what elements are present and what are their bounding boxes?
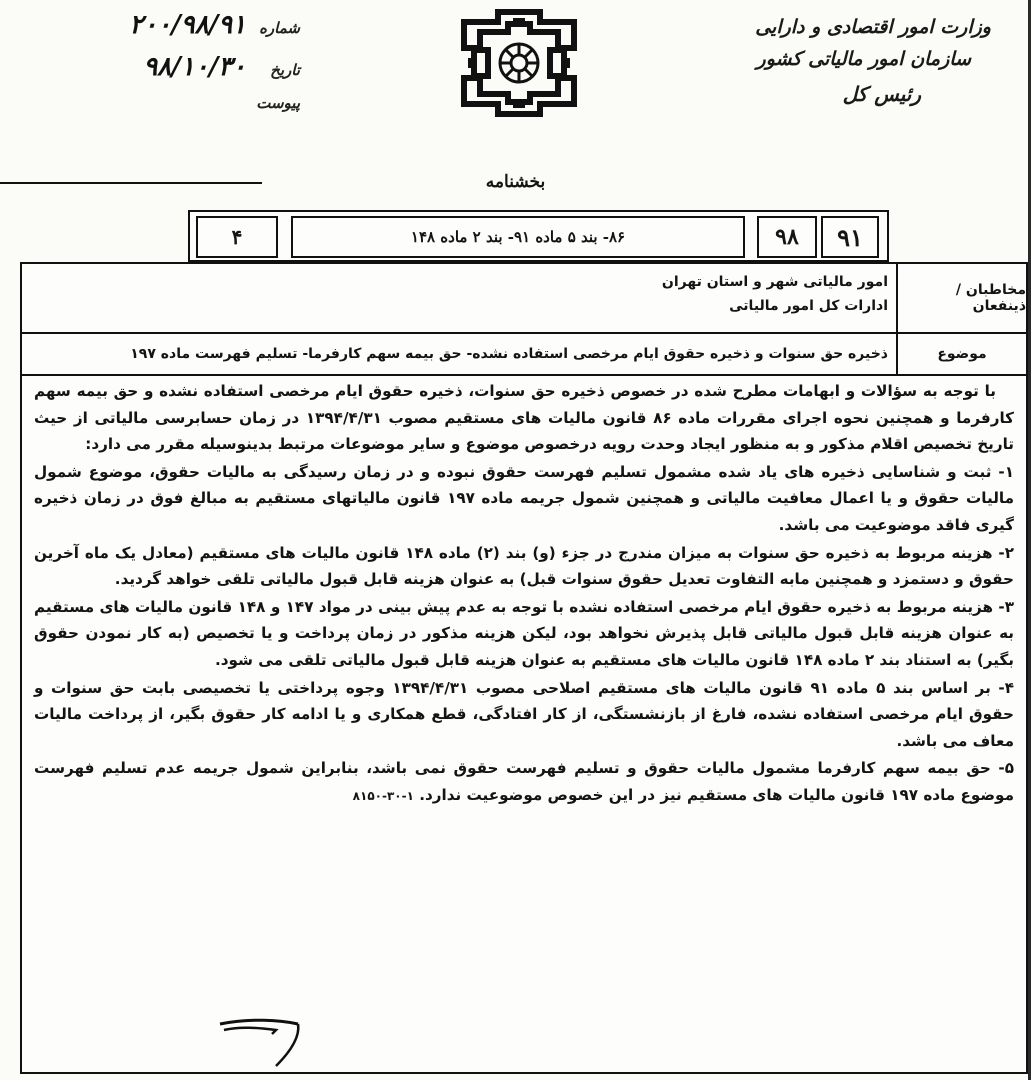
subject-value: ذخیره حق سنوات و ذخیره حقوق ایام مرخصی استفاده نشده- حق بیمه سهم کارفرما- تسلیم فهرست ماده ۱۹۷ (130, 346, 888, 362)
clause-5 (34, 755, 1014, 809)
letter-meta (40, 10, 300, 136)
organization-name: سازمان امور مالیاتی کشور (756, 48, 971, 70)
ministry-name: وزارت امور اقتصادی و دارایی (755, 16, 991, 38)
recipients-value (30, 264, 888, 332)
recipients-row (22, 264, 1026, 334)
date-value: ۹۸/۱۰/۳۰ (143, 52, 246, 82)
circular-body (34, 378, 1014, 811)
page-count: ۴ (196, 216, 278, 258)
number-row (40, 10, 300, 52)
number-label: شماره (259, 19, 300, 37)
clause-2: ۲- هزینه مربوط به ذخیره حق سنوات به میزان مندرج در جزء (و) بند (۲) ماده ۱۴۸ قانون مالیات های مستقیم (معادل یک ماه آخرین حقوق و دستمزد و همچنین مابه التفاوت تعدیل حقوق سنوات قبل) به عنوان هزینه قابل قبول مالیاتی تلقی خواهد گردید. (34, 543, 1014, 589)
recipients-label: مخاطبان / ذینفعان (896, 264, 1026, 332)
attachment-label: پیوست (256, 94, 300, 112)
recipient-line: امور مالیاتی شهر و استان تهران (661, 274, 888, 290)
circular-year: ۹۸ (757, 216, 817, 258)
date-row (40, 52, 300, 94)
clause-1: ۱- ثبت و شناسایی ذخیره های یاد شده مشمول تسلیم فهرست حقوق نبوده و در زمان رسیدگی به مالیات حقوق، موضوع شمول مالیات حقوق و یا اعمال معافیت مالیاتی و همچنین شمول جریمه ماده ۱۹۷ قانون مالیاتهای مستقیم به مبالغ فوق در زمان ذخیره گیری فاقد موضوعیت می باشد. (34, 462, 1015, 534)
number-value: ۲۰۰/۹۸/۹۱ (129, 10, 246, 40)
signature-icon (180, 1010, 340, 1070)
clause-5-text: ۵- حق بیمه سهم کارفرما مشمول مالیات حقوق و تسلیم فهرست حقوق نمی باشد، بنابراین شمول جریمه عدم تسلیم فهرست موضوع ماده ۱۹۷ قانون مالیات های مستقیم نیز در این خصوص موضوعیت ندارد. (34, 759, 1014, 804)
recipient-line: ادارات کل امور مالیاتی (729, 298, 888, 314)
date-label: تاریخ (270, 61, 300, 79)
iran-tax-administration-logo-icon (458, 8, 580, 118)
clause-4: ۴- بر اساس بند ۵ ماده ۹۱ قانون مالیات های مستقیم اصلاحی مصوب ۱۳۹۴/۴/۳۱ وجوه پرداختی یا تخصیصی بابت حق سنوات و حقوق ایام مرخصی استفاده نشده، فارغ از بازنشستگی، از کار افتادگی، قطع همکاری و یا ادامه کار حقوق بگیر، از پرداخت مالیات معاف می باشد. (34, 678, 1014, 750)
clause-3: ۳- هزینه مربوط به ذخیره حقوق ایام مرخصی استفاده نشده با توجه به عدم پیش بینی در مواد ۱۴۷ و ۱۴۸ قانون مالیات های مستقیم به عنوان هزینه قابل قبول مالیاتی قابل پذیرش نخواهد بود، لیکن هزینه مذکور در زمان پرداخت و یا تخصیص (به کار نمودن حقوق بگیر) به استناد بند ۲ ماده ۱۴۸ قانون مالیات های مستقیم به عنوان هزینه قابل قبول مالیاتی تلقی می شود. (34, 597, 1015, 669)
circular-body-table (20, 262, 1028, 1074)
ministry-header (751, 12, 991, 112)
attachment-row (40, 94, 300, 136)
subject-row (22, 334, 1026, 376)
signatory-title: رئیس کل (842, 82, 921, 106)
document-title: بخشنامه (485, 172, 546, 192)
reference-bar (188, 210, 889, 262)
circular-number: ۹۱ (821, 216, 879, 258)
legal-articles: ۸۶- بند ۵ ماده ۹۱- بند ۲ ماده ۱۴۸ (291, 216, 745, 258)
intro-paragraph: با توجه به سؤالات و ابهامات مطرح شده در خصوص ذخیره حق سنوات، ذخیره حقوق ایام مرخصی استفاده نشده و حق بیمه سهم کارفرما و همچنین نحوه اجرای مقررات ماده ۸۶ قانون مالیات های مستقیم مصوب ۱۳۹۴/۴/۳۱ در زمان حسابرسی مالیاتی از حیث تاریخ تخصیص اقلام مذکور و به منظور ایجاد وحدت رویه درخصوص موضوع و سایر موضوعات مرتبط بدینوسیله مقرر می دارد: (34, 382, 1014, 454)
reference-code: ۸۱۵۰-۳۰-۱ (352, 788, 414, 803)
subject-label: موضوع (896, 334, 1026, 374)
